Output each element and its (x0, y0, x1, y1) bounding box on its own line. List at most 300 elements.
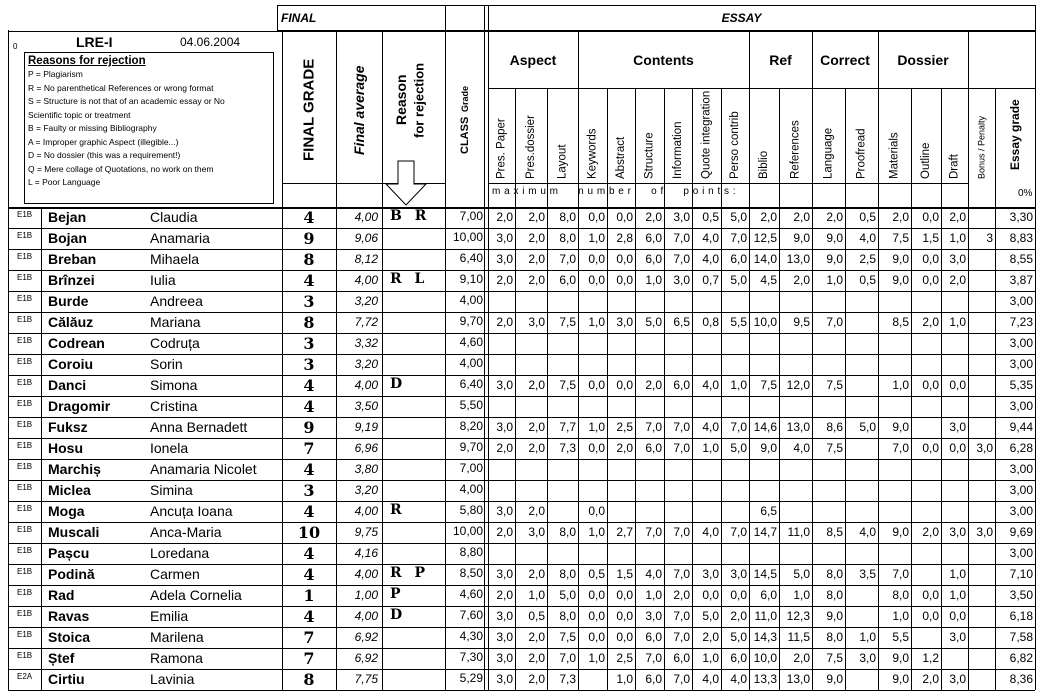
final-grade: 3 (303, 334, 315, 353)
final-average: 4,16 (354, 546, 378, 560)
score-cell: 6,5 (760, 504, 777, 518)
group-code: E1B (17, 546, 33, 555)
score-cell: 5,0 (730, 210, 747, 224)
score-cell: 12,5 (753, 231, 777, 245)
essay-section-label: ESSAY (721, 11, 762, 25)
student-first-name: Sorin (150, 356, 183, 372)
score-cell: 7,5 (559, 630, 576, 644)
grid-line (8, 249, 1035, 250)
final-average: 4,00 (354, 567, 378, 581)
score-cell: 0,0 (588, 441, 605, 455)
subcol-header: Language (822, 127, 835, 179)
student-first-name: Ionela (150, 440, 189, 456)
subcol-header: Pres. Paper (495, 118, 508, 179)
score-cell: 7,0 (673, 420, 690, 434)
score-cell: 3,0 (496, 252, 513, 266)
grid-line (8, 648, 1035, 649)
student-surname: Podină (48, 566, 95, 582)
score-cell: 0,0 (588, 273, 605, 287)
group-code: E1B (17, 210, 33, 219)
score-cell: 11,0 (787, 525, 810, 539)
student-surname: Fuksz (48, 419, 88, 435)
score-cell: 7,0 (673, 441, 690, 455)
group-code: E1B (17, 504, 33, 513)
grid-line (8, 480, 1035, 481)
student-surname: Brînzei (48, 272, 95, 288)
score-cell: 14,3 (753, 630, 777, 644)
grid-line (8, 375, 1035, 376)
score-cell: 0,0 (616, 630, 633, 644)
group-header-contents: Contents (633, 52, 694, 68)
score-cell: 3,0 (528, 315, 545, 329)
class-grade: 6,40 (459, 377, 483, 391)
grid-line (41, 228, 42, 249)
score-cell: 2,0 (528, 441, 545, 455)
essay-grade: 8,83 (1009, 231, 1033, 245)
score-cell: 2,0 (528, 273, 545, 287)
final-grade: 8 (303, 313, 315, 332)
score-cell: 3,0 (949, 672, 966, 686)
score-cell: 3,0 (496, 504, 513, 518)
score-cell: 2,0 (528, 231, 545, 245)
score-cell: 0,0 (922, 588, 939, 602)
essay-grade: 3,00 (1009, 336, 1033, 350)
rejection-reason: R P (390, 565, 430, 581)
score-cell: 1,0 (859, 630, 876, 644)
student-first-name: Marilena (150, 629, 204, 645)
class-grade: 5,29 (459, 671, 483, 685)
group-header-aspect: Aspect (509, 52, 557, 68)
group-code: E1B (17, 315, 33, 324)
grid-line (8, 417, 1035, 418)
score-cell: 0,0 (949, 609, 966, 623)
score-cell: 0,0 (588, 609, 605, 623)
score-cell: 2,0 (949, 273, 966, 287)
class-grade: 9,70 (459, 314, 483, 328)
score-cell: 5,0 (702, 609, 719, 623)
score-cell: 6,0 (730, 651, 747, 665)
student-surname: Hosu (48, 440, 83, 456)
legend-item: P = Plagiarism (28, 69, 83, 79)
score-cell: 7,5 (559, 315, 576, 329)
student-first-name: Ramona (150, 650, 203, 666)
score-cell: 1,5 (616, 567, 633, 581)
score-cell: 9,0 (892, 420, 909, 434)
final-average: 4,00 (354, 378, 378, 392)
class-grade: 4,00 (459, 356, 483, 370)
group-code: E1B (17, 462, 33, 471)
subcol-header: Quote integration (700, 90, 713, 179)
score-cell: 6,0 (730, 252, 747, 266)
score-cell: 0,0 (949, 441, 966, 455)
final-grade: 4 (303, 376, 315, 395)
score-cell: 3,0 (673, 210, 690, 224)
group-header-dossier: Dossier (897, 52, 949, 68)
reason-header: Reason (393, 74, 409, 126)
score-cell: 2,8 (616, 231, 633, 245)
score-cell: 9,0 (892, 252, 909, 266)
essay-grade-header: Essay grade (1008, 99, 1022, 171)
score-cell: 9,0 (793, 231, 810, 245)
score-cell: 0,0 (616, 609, 633, 623)
score-cell: 2,0 (528, 252, 545, 266)
student-first-name: Simina (150, 482, 193, 498)
score-cell: 9,0 (760, 441, 777, 455)
final-grade: 8 (303, 670, 315, 689)
final-grade: 10 (297, 523, 321, 542)
grid-line (41, 249, 42, 270)
down-arrow-icon (384, 160, 428, 206)
score-cell: 2,5 (616, 651, 633, 665)
essay-grade: 3,00 (1009, 546, 1033, 560)
score-cell: 2,0 (528, 630, 545, 644)
final-average: 9,75 (354, 525, 378, 539)
final-grade-header: FINAL GRADE (300, 58, 318, 162)
subcol-header: Structure (643, 132, 656, 179)
score-cell: 0,0 (730, 588, 747, 602)
score-cell: 13,3 (753, 672, 777, 686)
final-grade: 4 (303, 460, 315, 479)
score-cell: 2,0 (826, 210, 843, 224)
score-cell: 8,0 (826, 567, 843, 581)
subcol-header: References (789, 120, 802, 179)
grid-line (41, 606, 42, 627)
subcol-header: Perso contrib (729, 111, 741, 179)
score-cell: 9,0 (826, 231, 843, 245)
essay-grade: 3,87 (1009, 273, 1033, 287)
group-code: E1B (17, 588, 33, 597)
percent-label: 0% (1018, 188, 1033, 199)
score-cell: 7,0 (559, 651, 576, 665)
final-grade: 9 (303, 418, 315, 437)
group-code: E1B (17, 357, 33, 366)
score-cell: 3,0 (496, 651, 513, 665)
score-cell: 0,0 (949, 378, 966, 392)
grid-line (8, 438, 1035, 439)
grid-line (8, 522, 1035, 523)
score-cell: 3,0 (949, 252, 966, 266)
final-grade: 4 (303, 607, 315, 626)
score-cell: 6,0 (760, 588, 777, 602)
student-first-name: Lavinia (150, 671, 195, 687)
score-cell: 1,0 (528, 588, 545, 602)
score-cell: 0,0 (616, 273, 633, 287)
grid-line (41, 585, 42, 606)
score-cell: 4,0 (730, 672, 747, 686)
student-surname: Moga (48, 503, 85, 519)
essay-grade: 3,00 (1009, 483, 1033, 497)
grid-line (8, 564, 1035, 565)
grid-line (8, 312, 1035, 313)
final-grade: 4 (303, 271, 315, 290)
score-cell: 6,5 (673, 315, 690, 329)
score-cell: 0,0 (616, 378, 633, 392)
student-first-name: Claudia (150, 209, 198, 225)
score-cell: 6,0 (645, 630, 662, 644)
final-grade: 7 (303, 649, 315, 668)
score-cell: 0,0 (616, 252, 633, 266)
student-surname: Miclea (48, 482, 91, 498)
score-cell: 5,0 (730, 630, 747, 644)
grid-line (41, 312, 42, 333)
score-cell: 0,0 (588, 588, 605, 602)
grid-line (484, 30, 485, 690)
subcol-header: Biblio (758, 150, 770, 179)
student-first-name: Iulia (150, 272, 176, 288)
score-cell: 4,0 (645, 567, 662, 581)
grid-line (41, 396, 42, 417)
score-cell: 0,0 (588, 630, 605, 644)
score-cell: 2,0 (793, 210, 810, 224)
score-cell: 1,0 (949, 588, 966, 602)
score-cell: 1,0 (793, 588, 810, 602)
score-cell: 2,7 (616, 525, 633, 539)
grid-line (8, 690, 1035, 691)
score-cell: 8,5 (826, 525, 843, 539)
final-average: 8,12 (354, 252, 378, 266)
subcol-header: Outline (920, 142, 932, 179)
essay-grade: 7,58 (1009, 630, 1033, 644)
score-cell: 4,0 (702, 672, 719, 686)
group-code: E1B (17, 273, 33, 282)
grid-line (41, 207, 42, 228)
score-cell: 2,0 (528, 210, 545, 224)
score-cell: 13,0 (786, 420, 810, 434)
grid-line (1035, 5, 1036, 690)
score-cell: 3,0 (645, 609, 662, 623)
class-grade: 7,00 (459, 461, 483, 475)
score-cell: 0,5 (859, 273, 876, 287)
essay-grade: 6,18 (1009, 609, 1033, 623)
score-cell: 1,0 (949, 567, 966, 581)
student-surname: Codrean (48, 335, 105, 351)
score-cell: 6,0 (645, 231, 662, 245)
score-cell: 7,5 (760, 378, 777, 392)
class-grade: 7,60 (459, 608, 483, 622)
final-average: 4,00 (354, 273, 378, 287)
student-surname: Danci (48, 377, 87, 393)
score-cell: 6,0 (559, 273, 576, 287)
grid-line (8, 30, 9, 690)
rejection-reason: P (390, 586, 405, 602)
group-code: E1B (17, 630, 33, 639)
score-cell: 0,0 (588, 210, 605, 224)
grid-line (41, 501, 42, 522)
group-code: E1B (17, 336, 33, 345)
score-cell: 3,0 (673, 273, 690, 287)
student-surname: Marchiș (48, 461, 101, 477)
score-cell: 2,0 (528, 651, 545, 665)
score-cell: 7,0 (673, 525, 690, 539)
student-first-name: Cristina (150, 398, 198, 414)
student-first-name: Anamaria (150, 230, 210, 246)
student-first-name: Carmen (150, 566, 200, 582)
essay-grade: 9,69 (1009, 525, 1033, 539)
score-cell: 8,0 (559, 210, 576, 224)
class-grade: 4,30 (459, 629, 483, 643)
score-cell: 5,0 (793, 567, 810, 581)
score-cell: 2,0 (496, 525, 513, 539)
subcol-header: Pres.dossier (525, 115, 537, 179)
grid-line (41, 354, 42, 375)
rejection-reason: R (390, 502, 406, 518)
rejection-reason: B R (390, 208, 431, 224)
student-surname: Bojan (48, 230, 87, 246)
score-cell: 0,0 (616, 210, 633, 224)
score-cell: 1,0 (645, 588, 662, 602)
score-cell: 1,0 (702, 651, 719, 665)
student-first-name: Andreea (150, 293, 203, 309)
score-cell: 3,0 (976, 525, 993, 539)
class-grade: 4,00 (459, 293, 483, 307)
score-cell: 9,0 (892, 651, 909, 665)
score-cell: 11,0 (754, 609, 777, 623)
student-surname: Călăuz (48, 314, 94, 330)
score-cell: 9,0 (892, 525, 909, 539)
group-code: E1B (17, 252, 33, 261)
max-points-label: m a x i m u m n u m b e r o f p o i n t s : (492, 186, 737, 197)
score-cell: 2,0 (922, 672, 939, 686)
student-first-name: Mihaela (150, 251, 200, 267)
score-cell: 9,0 (826, 252, 843, 266)
group-header-ref: Ref (769, 52, 792, 68)
final-average: 4,00 (354, 210, 378, 224)
score-cell: 5,0 (859, 420, 876, 434)
score-cell: 0,0 (922, 441, 939, 455)
score-cell: 5,5 (730, 315, 747, 329)
score-cell: 2,5 (616, 420, 633, 434)
essay-grade: 8,55 (1009, 252, 1033, 266)
final-grade: 4 (303, 397, 315, 416)
score-cell: 3,0 (949, 630, 966, 644)
essay-grade: 7,23 (1009, 315, 1033, 329)
subcol-header: Layout (556, 144, 569, 179)
score-cell: 2,0 (892, 210, 909, 224)
score-cell: 9,0 (826, 672, 843, 686)
grid-line (41, 438, 42, 459)
grid-line (8, 270, 1035, 271)
score-cell: 0,0 (616, 588, 633, 602)
essay-grade: 3,00 (1009, 294, 1033, 308)
grid-line (41, 291, 42, 312)
score-cell: 7,5 (826, 378, 843, 392)
score-cell: 0,0 (922, 210, 939, 224)
score-cell: 2,0 (496, 210, 513, 224)
score-cell: 7,0 (645, 420, 662, 434)
essay-grade: 3,00 (1009, 504, 1033, 518)
score-cell: 0,5 (588, 567, 605, 581)
final-grade: 8 (303, 250, 315, 269)
grid-line (8, 627, 1035, 628)
score-cell: 6,0 (645, 441, 662, 455)
score-cell: 3,0 (949, 420, 966, 434)
score-cell: 4,0 (702, 231, 719, 245)
score-cell: 1,2 (922, 651, 939, 665)
score-cell: 7,0 (673, 252, 690, 266)
score-cell: 10,0 (753, 651, 777, 665)
score-cell: 1,0 (949, 231, 966, 245)
final-average: 6,92 (354, 630, 378, 644)
student-first-name: Emilia (150, 608, 189, 624)
essay-grade: 6,28 (1009, 441, 1033, 455)
student-first-name: Anna Bernadett (150, 419, 248, 435)
score-cell: 1,0 (645, 273, 662, 287)
legend-item: A = Improper graphic Aspect (illegible...) (28, 136, 179, 147)
score-cell: 7,7 (559, 420, 576, 434)
group-code: E2A (17, 672, 33, 681)
class-grade: 5,80 (459, 503, 483, 517)
score-cell: 0,0 (922, 273, 939, 287)
final-average: 7,72 (354, 315, 378, 329)
score-cell: 7,0 (673, 630, 690, 644)
score-cell: 2,0 (922, 525, 939, 539)
score-cell: 0,0 (588, 252, 605, 266)
class-grade: 8,80 (459, 545, 483, 559)
score-cell: 2,0 (949, 210, 966, 224)
class-grade: 8,50 (459, 566, 483, 580)
score-cell: 2,0 (760, 210, 777, 224)
score-cell: 2,0 (645, 378, 662, 392)
index-digit: 0 (13, 42, 18, 51)
score-cell: 4,0 (702, 420, 719, 434)
grid-line (8, 501, 1035, 502)
score-cell: 13,0 (786, 672, 810, 686)
score-cell: 1,0 (826, 273, 843, 287)
essay-grade: 6,82 (1009, 651, 1033, 665)
score-cell: 5,0 (645, 315, 662, 329)
sheet-date: 04.06.2004 (180, 35, 241, 49)
grid-line (41, 564, 42, 585)
score-cell: 0,0 (702, 588, 719, 602)
student-surname: Pașcu (48, 545, 90, 561)
score-cell: 7,0 (645, 525, 662, 539)
score-cell: 0,5 (859, 210, 876, 224)
score-cell: 3,0 (496, 609, 513, 623)
student-first-name: Mariana (150, 314, 201, 330)
score-cell: 2,0 (673, 588, 690, 602)
score-cell: 9,5 (793, 315, 810, 329)
score-cell: 1,0 (892, 378, 909, 392)
final-grade: 1 (303, 586, 315, 605)
score-cell: 9,0 (892, 273, 909, 287)
student-first-name: Adela Cornelia (150, 587, 242, 603)
final-grade: 4 (303, 502, 315, 521)
score-cell: 5,0 (559, 588, 576, 602)
score-cell: 2,0 (616, 441, 633, 455)
grid-line (8, 354, 1035, 355)
final-grade: 3 (303, 355, 315, 374)
grid-line (968, 30, 969, 88)
score-cell: 1,0 (588, 525, 605, 539)
score-cell: 7,5 (826, 651, 843, 665)
score-cell: 3,0 (730, 567, 747, 581)
class-grade-label-2: Grade (460, 86, 470, 113)
final-average: 7,75 (354, 672, 378, 686)
subcol-header: Keywords (586, 128, 599, 179)
final-average: 6,96 (354, 441, 378, 455)
score-cell: 11,5 (787, 630, 810, 644)
final-grade: 3 (303, 292, 315, 311)
grid-line (8, 543, 1035, 544)
score-cell: 2,0 (645, 210, 662, 224)
class-grade: 9,70 (459, 440, 483, 454)
class-grade: 4,00 (459, 482, 483, 496)
rejection-reason: D (390, 607, 407, 623)
score-cell: 7,0 (673, 609, 690, 623)
class-grade: 8,20 (459, 419, 483, 433)
score-cell: 1,0 (588, 315, 605, 329)
score-cell: 2,0 (528, 504, 545, 518)
